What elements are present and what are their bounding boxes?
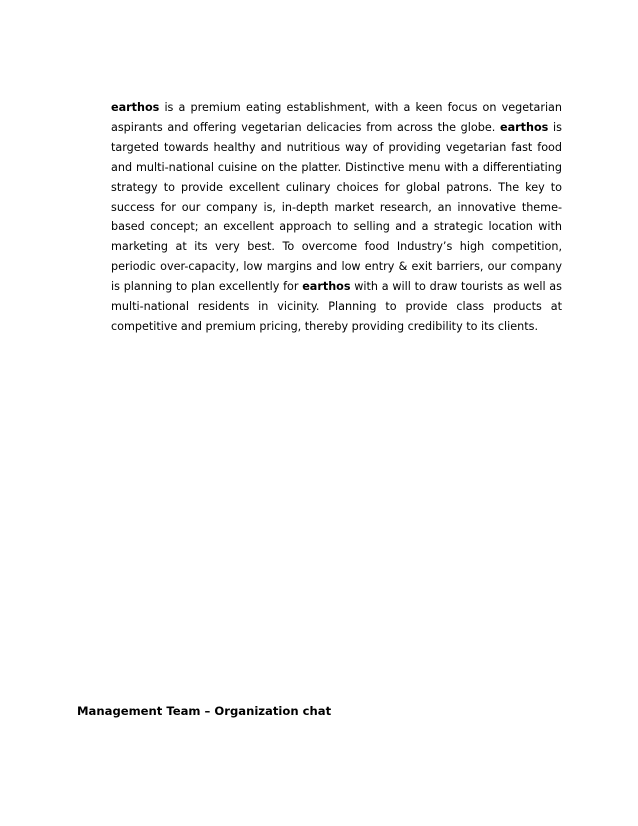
brand-name: earthos bbox=[302, 280, 351, 294]
section-heading: Management Team – Organization chat bbox=[77, 704, 332, 718]
intro-paragraph bbox=[111, 98, 562, 337]
brand-name: earthos bbox=[500, 120, 549, 134]
paragraph-text-3: with a will to draw tourists as well as multi-national residents in vicinity. Planning to provide class products at competitive and premium pricing, thereby providing credibility to its clients. bbox=[111, 280, 562, 333]
brand-name: earthos bbox=[111, 101, 160, 114]
paragraph-text-1: is a premium eating establishment, with a keen focus on vegetarian aspirants and offering vegetarian delicacies from across the globe. bbox=[111, 101, 562, 134]
paragraph-text-2: is targeted towards healthy and nutritious way of providing vegetarian fast food and multi-national cuisine on the platter. Distinctive menu with a differentiating strategy to provide excellent culinary choices for global patrons. The key to success for our company is, in-depth market research, an innovative theme-based concept; an excellent approach to selling and a strategic location with marketing at its very best. To overcome food Industry’s high competition, periodic over-capacity, low margins and low entry & exit barriers, our company is planning to plan excellently for bbox=[111, 120, 562, 294]
